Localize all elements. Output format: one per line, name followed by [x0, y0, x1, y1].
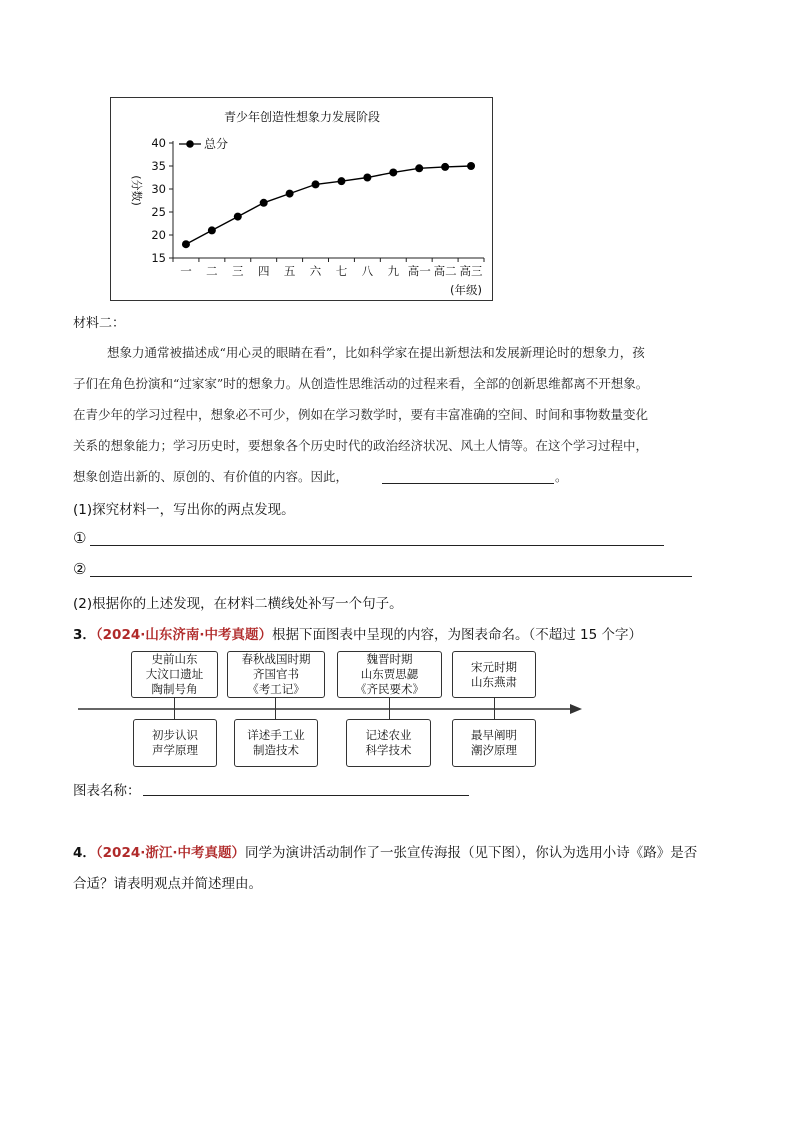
answer-2-marker: ② — [73, 560, 87, 578]
y-tick-label: 40 — [151, 136, 166, 150]
material2-line-2: 子们在角色扮演和“过家家”时的想象力。从创造性思维活动的过程来看，全部的创新思维都离不开想象。 — [73, 376, 649, 391]
answer-1-line[interactable] — [90, 545, 664, 546]
material2-blank[interactable] — [382, 483, 554, 484]
timeline-top-2-line-1: 春秋战国时期 — [241, 652, 311, 666]
timeline-bottom-box-2 — [234, 719, 318, 767]
timeline-bottom-4-line-2: 潮汐原理 — [471, 743, 517, 757]
question-4-source-close: ） — [231, 845, 245, 861]
question-4-text-line-1: 同学为演讲活动制作了一张宣传海报（见下图），你认为选用小诗《路》是否 — [245, 845, 698, 861]
material2-line-1: 想象力通常被描述成“用心灵的眼睛在看”，比如科学家在提出新想法和发展新理论时的想象力，孩 — [107, 345, 645, 360]
question-3-source-close: ） — [258, 627, 272, 643]
data-point — [260, 199, 268, 207]
data-point — [286, 190, 294, 198]
question-4-number: 4． — [73, 845, 96, 861]
timeline-top-box-4 — [452, 651, 536, 698]
timeline-axis — [76, 700, 586, 718]
x-tick-label: 六 — [309, 264, 322, 278]
material2-line-4: 关系的想象能力；学习历史时，要想象各个历史时代的政治经济状况、风土人情等。在这个学习过程中， — [73, 438, 649, 453]
data-point — [182, 240, 190, 248]
timeline-connector — [389, 698, 390, 719]
data-point — [312, 180, 320, 188]
y-tick-label: 20 — [151, 228, 166, 242]
timeline-top-2-line-3: 《考工记》 — [247, 682, 305, 696]
arrow-right-icon — [570, 704, 582, 714]
data-point — [415, 164, 423, 172]
x-tick-label: 二 — [206, 264, 218, 278]
x-axis-label: (年级) — [450, 283, 482, 297]
timeline-bottom-1-line-1: 初步认识 — [152, 728, 198, 742]
question-1-prompt: (1)探究材料一，写出你的两点发现。 — [73, 502, 295, 518]
data-point — [467, 162, 475, 170]
material2-end-mark: 。 — [555, 469, 568, 484]
timeline-bottom-box-1 — [133, 719, 217, 767]
question-3-source-open: （ — [95, 627, 103, 643]
data-point — [363, 174, 371, 182]
y-tick-label: 25 — [151, 205, 166, 219]
timeline-top-1-line-1: 史前山东 — [151, 652, 198, 666]
timeline-top-4-line-1: 宋元时期 — [471, 659, 517, 674]
data-point — [441, 163, 449, 171]
timeline-top-3-line-3: 《齐民要术》 — [355, 682, 424, 696]
answer-2-line[interactable] — [90, 576, 692, 577]
question-4-stem — [73, 841, 697, 861]
timeline-bottom-4-line-1: 最早阐明 — [471, 728, 517, 742]
timeline-bottom-1-line-2: 声学原理 — [152, 743, 198, 757]
data-point — [337, 177, 345, 185]
timeline-connector — [275, 698, 276, 719]
x-tick-label: 四 — [257, 264, 270, 278]
timeline-top-1-line-2: 大汶口遗址 — [145, 667, 204, 681]
timeline-top-3-line-1: 魏晋时期 — [366, 652, 413, 666]
timeline-bottom-box-4 — [452, 719, 536, 767]
timeline-top-1-line-3: 陶制号角 — [151, 682, 198, 696]
x-tick-label: 高一 — [407, 264, 431, 278]
x-tick-label: 八 — [361, 264, 374, 278]
material2-heading: 材料二： — [73, 316, 126, 331]
question-4-text-line-2: 合适？请表明观点并简述理由。 — [73, 876, 262, 892]
question-2-prompt: (2)根据你的上述发现，在材料二横线处补写一个句子。 — [73, 596, 403, 612]
material2-line-5: 想象创造出新的、原创的、有价值的内容。因此， — [73, 469, 349, 484]
x-tick-label: 一 — [180, 264, 192, 278]
chart-name-label: 图表名称： — [73, 783, 141, 799]
question-3-source: 2024·山东济南·中考真题 — [102, 627, 259, 643]
x-tick-label: 五 — [283, 264, 296, 278]
legend-label: 总分 — [204, 137, 229, 151]
x-tick-label: 三 — [232, 264, 244, 278]
timeline-top-box-1 — [131, 651, 218, 698]
x-tick-label: 高二 — [433, 264, 457, 278]
material2-line-3: 在青少年的学习过程中，想象必不可少，例如在学习数学时，要有丰富准确的空间、时间和事物数量变化 — [73, 407, 649, 422]
data-point — [389, 168, 397, 176]
chart-canvas — [111, 98, 494, 302]
legend-marker — [186, 140, 194, 148]
timeline-top-box-2 — [227, 651, 325, 698]
question-4-source-open: （ — [95, 845, 103, 861]
x-tick-label: 七 — [335, 264, 348, 278]
timeline-connector — [174, 698, 175, 719]
timeline-bottom-2-line-2: 制造技术 — [253, 743, 299, 757]
timeline-bottom-box-3 — [346, 719, 431, 767]
timeline-connector — [494, 698, 495, 719]
timeline-top-4-line-2: 山东燕肃 — [471, 674, 517, 689]
timeline-top-box-3 — [337, 651, 442, 698]
series-line — [186, 166, 471, 244]
chart-name-answer-line[interactable] — [143, 795, 469, 796]
chart-title: 青少年创造性想象力发展阶段 — [223, 110, 381, 124]
line-chart — [110, 97, 493, 301]
x-tick-label: 九 — [387, 264, 400, 278]
timeline-bottom-3-line-2: 科学技术 — [365, 743, 412, 757]
timeline-bottom-2-line-1: 详述手工业 — [247, 728, 305, 742]
timeline-top-2-line-2: 齐国官书 — [253, 667, 299, 681]
y-tick-label: 35 — [151, 159, 166, 173]
data-point — [208, 226, 216, 234]
question-3-number: 3． — [73, 627, 96, 643]
question-4-source: 2024·浙江·中考真题 — [102, 845, 232, 861]
answer-1-marker: ① — [73, 529, 87, 547]
question-3-text: 根据下面图表中呈现的内容，为图表命名。（不超过 15 个字） — [272, 627, 643, 643]
timeline-top-3-line-2: 山东贾思勰 — [360, 667, 419, 681]
y-tick-label: 15 — [151, 251, 166, 265]
y-tick-label: 30 — [151, 182, 166, 196]
y-axis-label: (分数) — [130, 175, 143, 206]
timeline-bottom-3-line-1: 记述农业 — [365, 728, 412, 742]
question-3-stem — [73, 623, 642, 643]
x-tick-label: 高三 — [459, 264, 483, 278]
data-point — [234, 213, 242, 221]
